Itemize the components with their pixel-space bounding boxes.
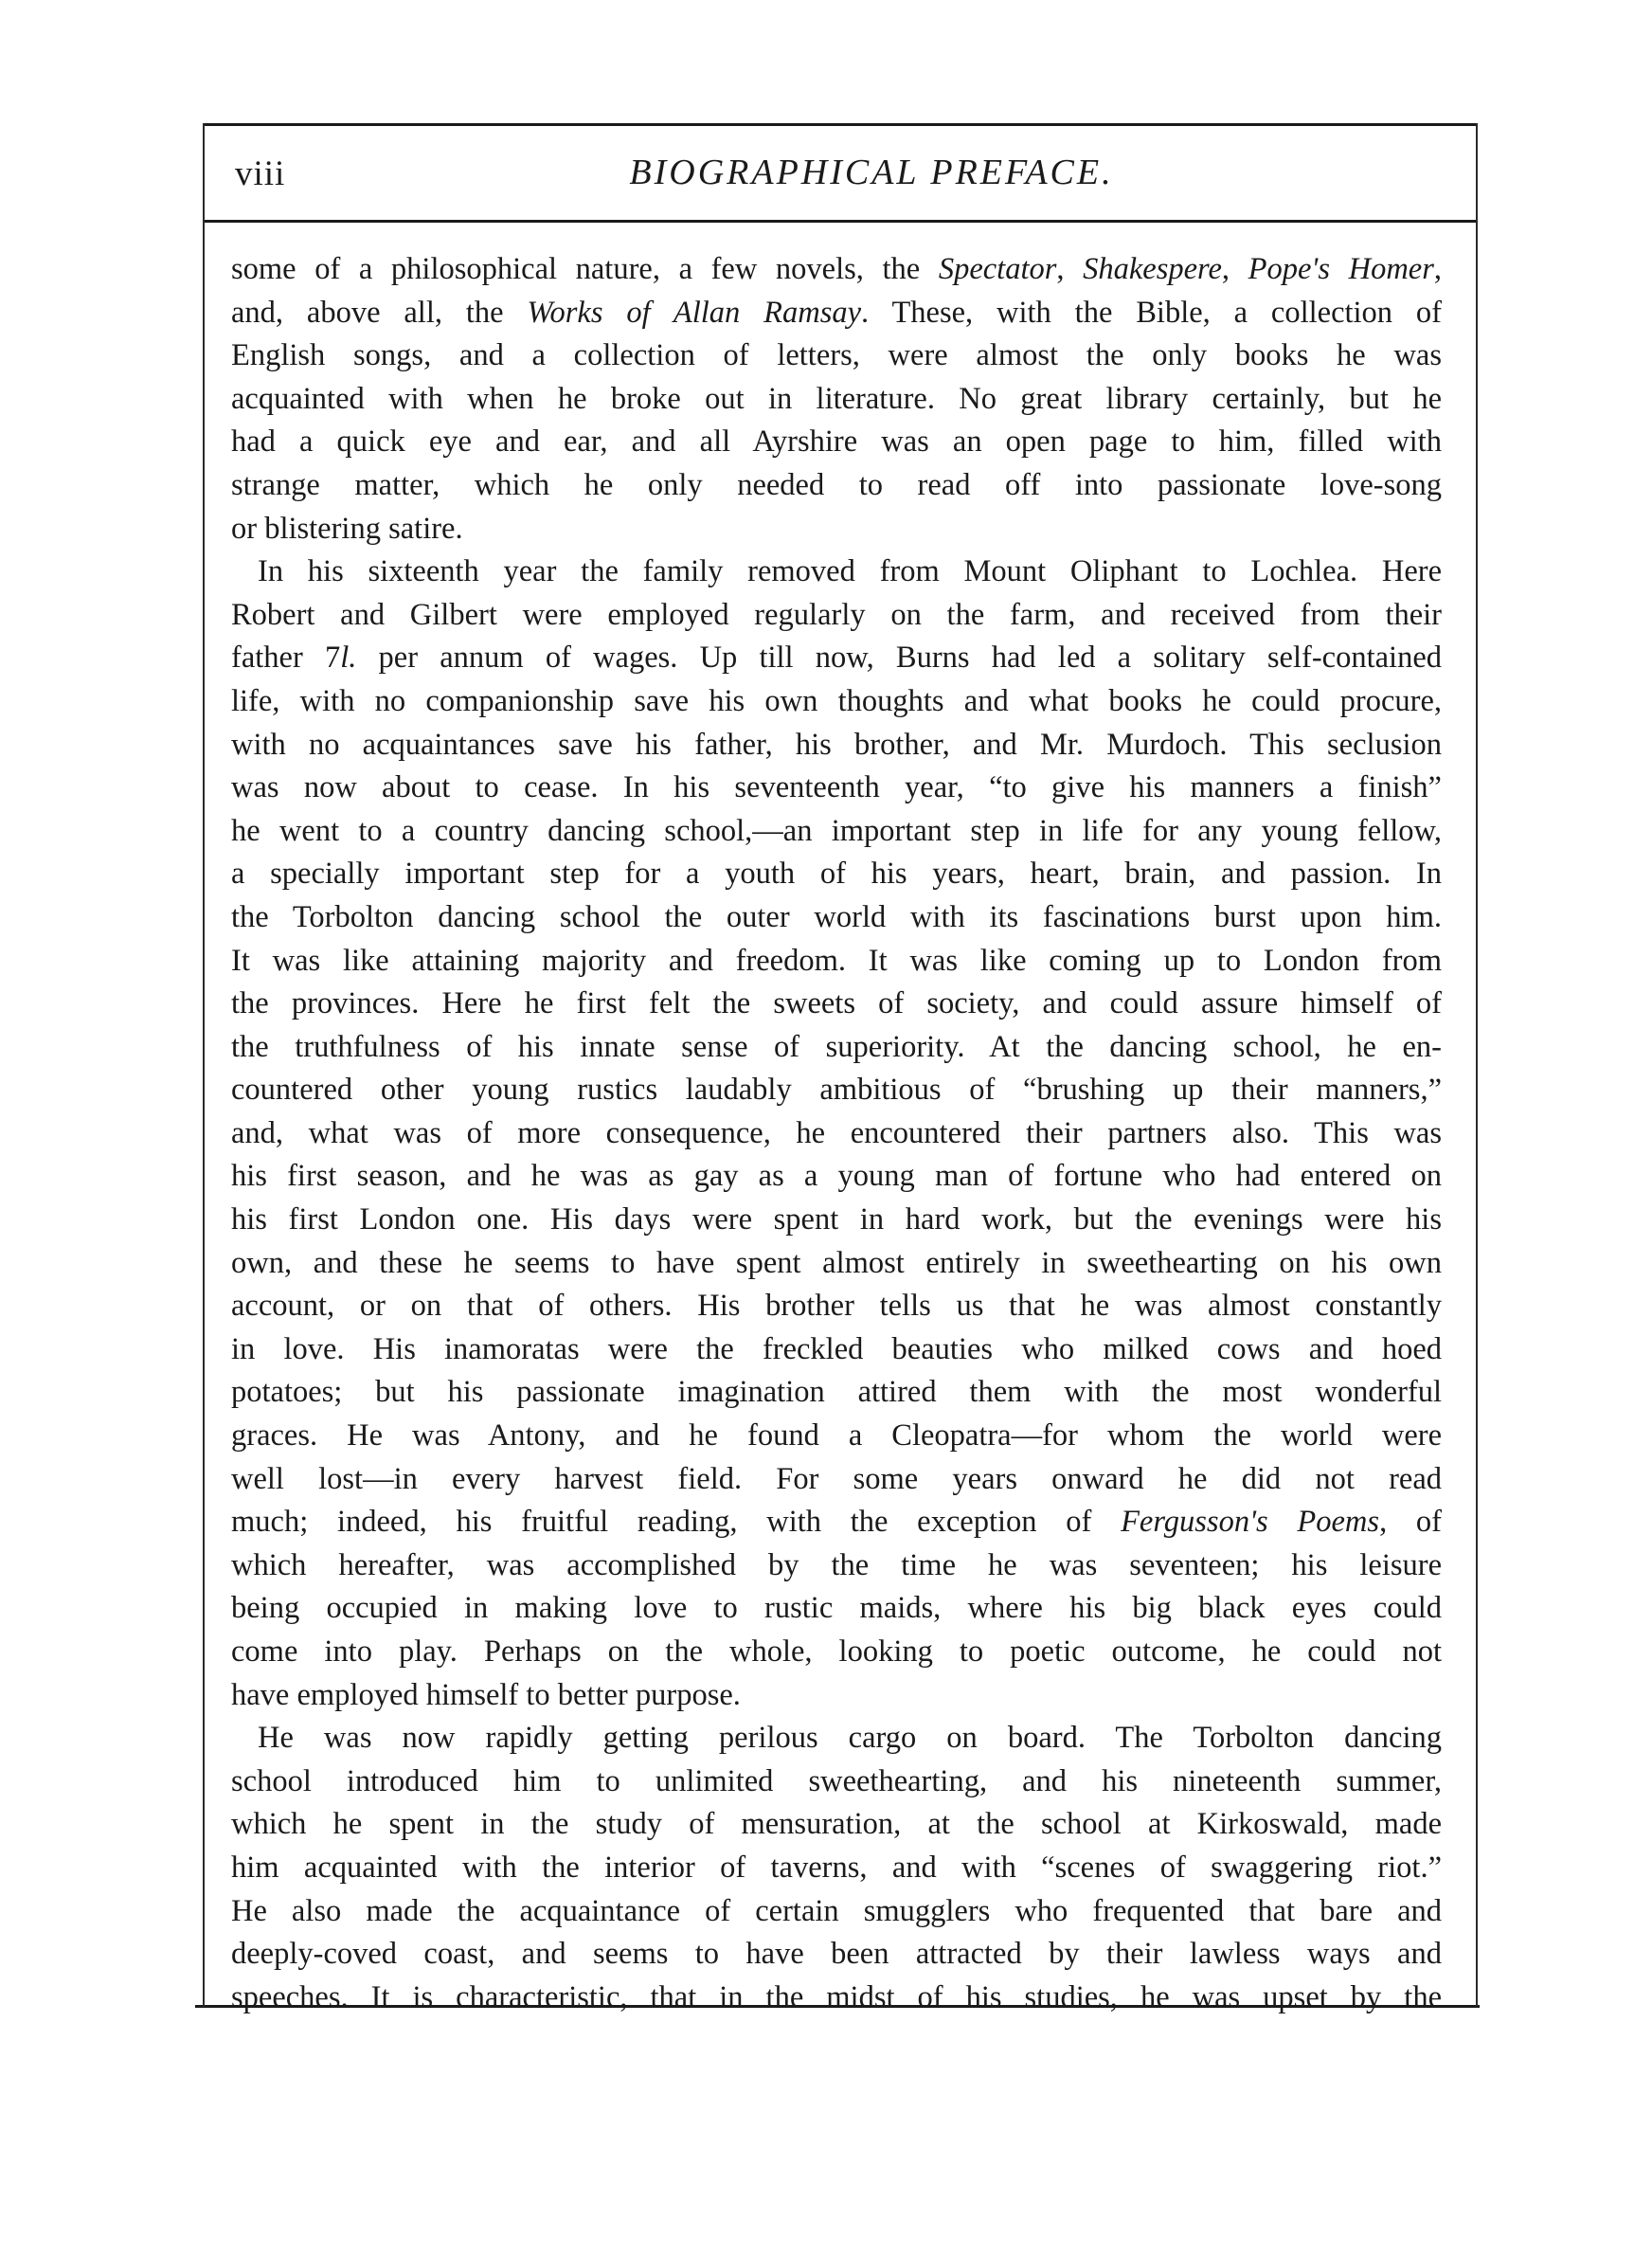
- text-segment: he went to a country dancing school,—an important step in life for any young fellow,: [231, 813, 1442, 848]
- text-line: [231, 940, 1442, 984]
- italic-title: Spectator: [938, 252, 1057, 286]
- text-line: [231, 1544, 1442, 1588]
- italic-title: Pope's Homer: [1248, 252, 1434, 286]
- text-segment: well lost—in every harvest field. For some years onward he did not read: [231, 1461, 1442, 1496]
- text-line: [231, 292, 1442, 335]
- text-segment: being occupied in making love to rustic maids, where his big black eyes could: [231, 1591, 1442, 1626]
- text-segment: some of a philosophical nature, a few novels, the: [231, 252, 939, 286]
- text-line: [231, 1026, 1442, 1070]
- text-line: [231, 896, 1442, 940]
- text-line: [231, 1285, 1442, 1328]
- text-line: [231, 248, 1442, 292]
- text-line: [231, 1674, 1442, 1718]
- text-line: [231, 1847, 1442, 1890]
- text-segment: the provinces. Here he first felt the sweets of society, and could assure himself of: [231, 986, 1442, 1021]
- text-segment: It was like attaining majority and freedom. It was like coming up to London from: [231, 943, 1442, 978]
- text-segment: or blistering satire.: [231, 511, 463, 546]
- text-line: [231, 1890, 1442, 1934]
- text-segment: him acquainted with the interior of taverns, and with “scenes of swaggering riot.”: [231, 1850, 1442, 1885]
- text-segment: , of: [1379, 1505, 1442, 1540]
- text-segment: had a quick eye and ear, and all Ayrshire was an open page to him, filled with: [231, 424, 1442, 460]
- text-segment: ,: [1433, 252, 1443, 286]
- text-line: [231, 1631, 1442, 1674]
- text-segment: in love. His inamoratas were the freckled beauties who milked cows and hoed: [231, 1331, 1442, 1366]
- header-rule: [203, 220, 1478, 223]
- italic-title: l.: [340, 641, 357, 676]
- text-line: [231, 378, 1442, 422]
- text-segment: speeches. It is characteristic, that in the midst of his studies, he was upset by the: [231, 1979, 1442, 2014]
- text-segment: a specially important step for a youth of his years, heart, brain, and passion. In: [231, 857, 1442, 892]
- frame-left-rule: [203, 123, 205, 2007]
- text-line: [231, 594, 1442, 638]
- text-line: [231, 1155, 1442, 1199]
- text-line: [231, 1933, 1442, 1977]
- text-line: [231, 1458, 1442, 1502]
- text-segment: graces. He was Antony, and he found a Cleopatra—for whom the world were: [231, 1418, 1442, 1454]
- text-segment: school introduced him to unlimited sweethearting, and his nineteenth summer,: [231, 1763, 1442, 1798]
- text-segment: per annum of wages. Up till now, Burns had led a solitary self-contained: [356, 641, 1442, 676]
- text-segment: English songs, and a collection of letters, were almost the only books he was: [231, 338, 1442, 373]
- text-line: [231, 1242, 1442, 1286]
- text-segment: which he spent in the study of mensuration, at the school at Kirkoswald, made: [231, 1807, 1442, 1842]
- text-segment: his first London one. His days were spent in hard work, but the evenings were his: [231, 1202, 1442, 1237]
- text-line: [231, 724, 1442, 767]
- text-segment: and, above all, the: [231, 295, 528, 330]
- text-segment: and, what was of more consequence, he encountered their partners also. This was: [231, 1115, 1442, 1150]
- text-segment: father 7: [231, 641, 341, 676]
- text-line: [231, 983, 1442, 1026]
- text-segment: the Torbolton dancing school the outer world with its fascinations burst upon him.: [231, 899, 1442, 934]
- text-segment: with no acquaintances save his father, his brother, and Mr. Murdoch. This seclusion: [231, 727, 1442, 762]
- text-line: [231, 1760, 1442, 1804]
- text-segment: . These, with the Bible, a collection of: [861, 295, 1442, 330]
- italic-title: Shakespere: [1083, 252, 1222, 286]
- text-segment: which hereafter, was accomplished by the time he was seventeen; his leisure: [231, 1547, 1442, 1582]
- frame-right-rule: [1476, 123, 1478, 2007]
- text-segment: have employed himself to better purpose.: [231, 1677, 741, 1712]
- text-segment: In his sixteenth year the family removed from Mount Oliphant to Lochlea. Here: [258, 554, 1442, 589]
- page-number: viii: [235, 154, 286, 193]
- running-title: BIOGRAPHICAL PREFACE.: [629, 153, 1114, 192]
- text-line: [231, 464, 1442, 508]
- text-line: [231, 421, 1442, 464]
- text-segment: strange matter, which he only needed to read off into passionate love-song: [231, 467, 1442, 502]
- text-segment: potatoes; but his passionate imagination attired them with the most wonderful: [231, 1375, 1442, 1410]
- italic-title: Fergusson's Poems: [1121, 1505, 1380, 1540]
- text-segment: He was now rapidly getting perilous cargo on board. The Torbolton dancing: [258, 1721, 1442, 1756]
- text-segment: own, and these he seems to have spent almost entirely in sweethearting on his own: [231, 1245, 1442, 1280]
- text-segment: acquainted with when he broke out in literature. No great library certainly, but he: [231, 381, 1442, 416]
- frame-top-rule: [203, 123, 1478, 126]
- text-line: [231, 1371, 1442, 1415]
- text-segment: was now about to cease. In his seventeenth year, “to give his manners a finish”: [231, 770, 1442, 805]
- text-segment: much; indeed, his fruitful reading, with the exception of: [231, 1505, 1122, 1540]
- text-segment: his first season, and he was as gay as a young man of fortune who had entered on: [231, 1159, 1442, 1194]
- text-segment: He also made the acquaintance of certain smugglers who frequented that bare and: [231, 1893, 1442, 1928]
- text-segment: account, or on that of others. His brother tells us that he was almost constantly: [231, 1289, 1442, 1324]
- text-line: [231, 637, 1442, 680]
- text-segment: ,: [1056, 252, 1084, 286]
- text-line: [231, 767, 1442, 810]
- text-line: [231, 1328, 1442, 1372]
- text-line: [231, 508, 1442, 551]
- text-line: [231, 810, 1442, 854]
- italic-title: Works of Allan Ramsay: [527, 295, 862, 330]
- text-line: [231, 1977, 1442, 2020]
- text-line: [231, 1803, 1442, 1847]
- text-segment: come into play. Perhaps on the whole, looking to poetic outcome, he could not: [231, 1634, 1442, 1669]
- text-line: [231, 1587, 1442, 1631]
- text-line: [231, 551, 1442, 594]
- text-segment: life, with no companionship save his own thoughts and what books he could procure,: [231, 683, 1442, 718]
- text-line: [231, 1069, 1442, 1112]
- text-line: [231, 1199, 1442, 1242]
- text-line: [231, 680, 1442, 724]
- text-line: [231, 1501, 1442, 1544]
- text-segment: the truthfulness of his innate sense of superiority. At the dancing school, he en-: [231, 1029, 1442, 1064]
- text-segment: Robert and Gilbert were employed regularly on the farm, and received from their: [231, 597, 1442, 632]
- text-segment: countered other young rustics laudably ambitious of “brushing up their manners,”: [231, 1073, 1442, 1108]
- text-line: [231, 1717, 1442, 1760]
- text-line: [231, 1415, 1442, 1458]
- text-line: [231, 334, 1442, 378]
- text-segment: deeply-coved coast, and seems to have been attracted by their lawless ways and: [231, 1937, 1442, 1972]
- body-text: [231, 248, 1442, 2019]
- text-line: [231, 1112, 1442, 1156]
- text-segment: ,: [1221, 252, 1248, 286]
- text-line: [231, 853, 1442, 896]
